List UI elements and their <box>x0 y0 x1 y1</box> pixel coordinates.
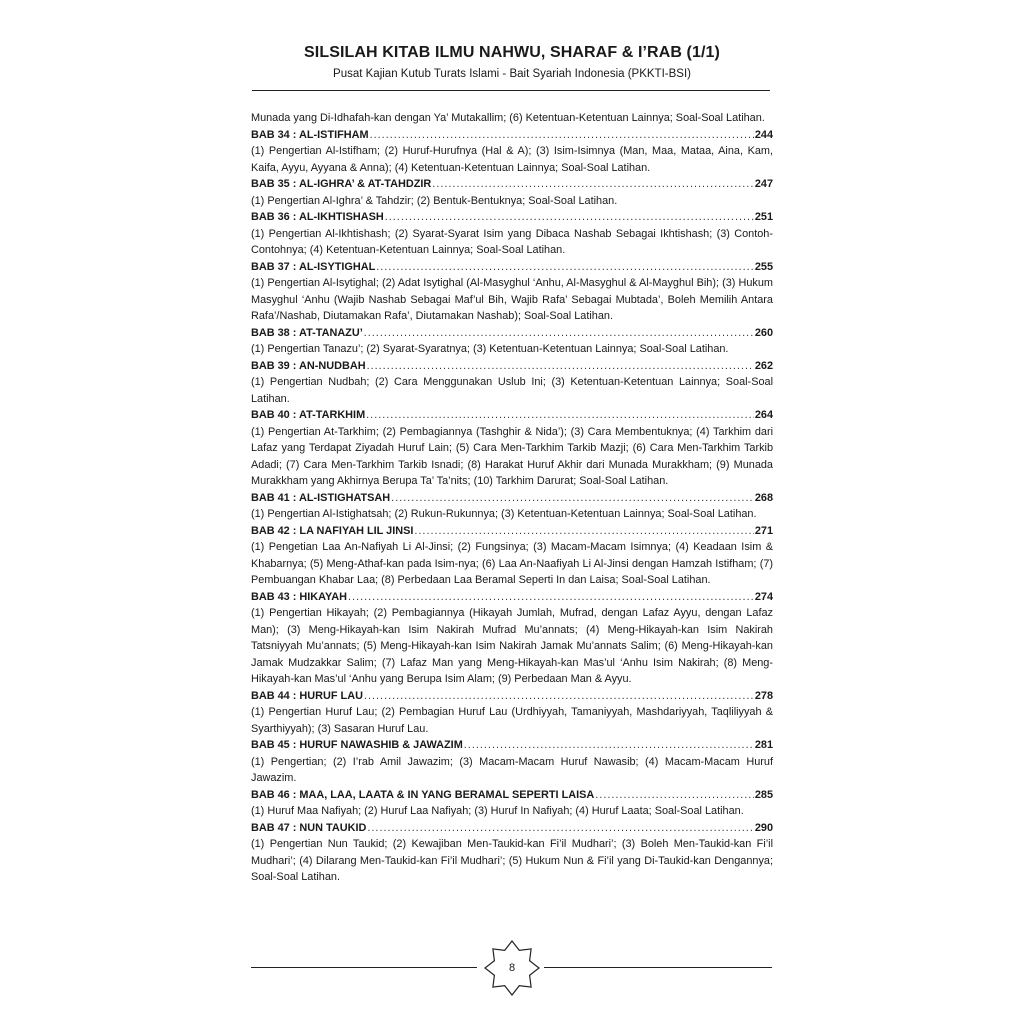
entry-label: BAB 34 : AL-ISTIFHAM <box>251 128 369 141</box>
toc-entry <box>251 127 773 177</box>
entry-label: BAB 38 : AT-TANAZU’ <box>251 326 363 339</box>
toc-entry <box>251 589 773 688</box>
entry-description: (1) Pengertian Al-Istifham; (2) Huruf-Hurufnya (Hal & A); (3) Isim-Isimnya (Man, Maa, Mataa, Aina, Kam, Kaifa, Ayyu, Ayyana & Anna); (4) Ketentuan-Ketentuan Lainnya; Soal-Soal Latihan. <box>251 145 773 174</box>
entry-page: 290 <box>754 821 773 834</box>
toc-entry <box>251 209 773 259</box>
entry-page: 260 <box>754 326 773 339</box>
toc-entry <box>251 787 773 820</box>
toc-entry <box>251 325 773 358</box>
toc-entry <box>251 820 773 886</box>
toc-entry <box>251 688 773 738</box>
header-title: SILSILAH KITAB ILMU NAHWU, SHARAF & I’RAB (1/1) <box>304 44 720 61</box>
page-number: 8 <box>508 962 516 974</box>
toc-entry <box>251 176 773 209</box>
entry-description: (1) Pengertian At-Tarkhim; (2) Pembagiannya (Tashghir & Nida’); (3) Cara Membentuknya; (4) Tarkhim dari Lafaz yang Terdapat Ziyadah Huruf Lain; (5) Cara Men-Tarkhim Tarkib Mazji; (6) Cara Men-Tarkhim Tarkib Adadi; (7) Cara Men-Tarkhim Tarkib Isnadi; (8) Harakat Huruf Akhir dari Munada Murakkham; (9) Munada Murakkham yang Akhirnya Berupa Ta’ Ta’nits; (10) Tarkhim Darurat; Soal-Soal Latihan. <box>251 425 773 487</box>
entry-description: (1) Pengertian Al-Ighra’ & Tahdzir; (2) Bentuk-Bentuknya; Soal-Soal Latihan. <box>251 194 618 207</box>
entry-description: (1) Pengertian Nudbah; (2) Cara Menggunakan Uslub Ini; (3) Ketentuan-Ketentuan Lainnya; Soal-Soal Latihan. <box>251 376 773 405</box>
entry-description: (1) Pengetian Laa An-Nafiyah Li Al-Jinsi; (2) Fungsinya; (3) Macam-Macam Isimnya; (4) Keadaan Isim & Khabarnya; (5) Meng-Athaf-kan pada Isim-nya; (6) Laa An-Naafiyah Li Al-Jinsi dengan Hamzah Istifham; (7) Pembuangan Khabar Laa; (8) Perbedaan Laa Beramal Seperti In dan Laisa; Soal-Soal Latihan. <box>251 541 773 586</box>
entry-page: 268 <box>754 491 773 504</box>
entry-label: BAB 40 : AT-TARKHIM <box>251 409 366 421</box>
entry-label: BAB 37 : AL-ISYTIGHAL <box>251 260 376 273</box>
entry-page: 255 <box>754 260 773 273</box>
entry-page: 251 <box>754 211 773 223</box>
entry-label: BAB 45 : HURUF NAWASHIB & JAWAZIM <box>251 739 463 751</box>
header-subtitle: Pusat Kajian Kutub Turats Islami - Bait Syariah Indonesia (PKKTI-BSI) <box>333 68 691 80</box>
toc-entry <box>251 490 773 523</box>
entry-label: BAB 43 : HIKAYAH <box>251 590 348 603</box>
toc-entry <box>251 523 773 589</box>
entry-label: BAB 35 : AL-IGHRA’ & AT-TAHDZIR <box>251 178 432 190</box>
entry-page: 285 <box>754 788 773 801</box>
entry-page: 278 <box>754 689 773 702</box>
entry-description: (1) Pengertian Al-Ikhtishash; (2) Syarat-Syarat Isim yang Dibaca Nashab Sebagai Ikhtishash; (3) Contoh-Contohnya; (4) Ketentuan-Ketentuan Lainnya; Soal-Soal Latihan. <box>251 227 773 256</box>
toc-entry <box>251 259 773 325</box>
footer-rule-left <box>251 967 477 968</box>
entry-description: (1) Pengertian; (2) I’rab Amil Jawazim; (3) Macam-Macam Huruf Nawasib; (4) Macam-Macam Huruf Jawazim. <box>251 755 773 784</box>
entry-label: BAB 44 : HURUF LAU <box>251 689 363 702</box>
entry-description: (1) Pengertian Hikayah; (2) Pembagiannya (Hikayah Jumlah, Mufrad, dengan Lafaz Ayyu, dengan Lafaz Man); (3) Meng-Hikayah-kan Isim Nakirah Mufrad Mu’annats; (4) Meng-Hikayah-kan Isim Nakirah Tatsniyyah Mu’annats; (5) Meng-Hikayah-kan Isim Nakirah Jamak Mu’annats Salim; (6) Meng-Hikayah-kan Jamak Mudzakkar Salim; (7) Lafaz Man yang Meng-Hikayah-kan Mas’ul ‘Anhu Isim Nakirah; (8) Meng-Hikayah-kan Mas’ul ‘Anhu yang Berupa Isim Alam; (9) Perbedaan Man & Ayyu. <box>251 607 773 685</box>
entry-label: BAB 39 : AN-NUDBAH <box>251 359 366 372</box>
header-rule <box>252 90 770 91</box>
entry-description: (1) Pengertian Al-Istighatsah; (2) Rukun-Rukunnya; (3) Ketentuan-Ketentuan Lainnya; Soal-Soal Latihan. <box>251 508 757 520</box>
entry-page: 271 <box>754 524 773 537</box>
toc-entry <box>251 737 773 787</box>
continuation-text: Munada yang Di-Idhafah-kan dengan Ya’ Mutakallim; (6) Ketentuan-Ketentuan Lainnya; Soal-Soal Latihan. <box>251 112 765 124</box>
entry-description: (1) Pengertian Nun Taukid; (2) Kewajiban Men-Taukid-kan Fi’il Mudhari’; (3) Boleh Men-Taukid-kan Fi’il Mudhari’; (4) Dilarang Men-Taukid-kan Fi’il Mudhari’; (5) Hukum Nun & Fi’il yang Di-Taukid-kan Dengannya; Soal-Soal Latihan. <box>251 838 773 883</box>
entry-description: (1) Pengertian Huruf Lau; (2) Pembagian Huruf Lau (Urdhiyyah, Tamaniyyah, Mashdariyyah, Taqliliyyah & Syarthiyyah); (3) Sasaran Huruf Lau. <box>251 706 773 735</box>
entry-label: BAB 42 : LA NAFIYAH LIL JINSI <box>251 524 414 537</box>
entry-description: (1) Pengertian Al-Isytighal; (2) Adat Isytighal (Al-Masyghul ‘Anhu, Al-Masyghul & Al-Mayghul Bih); (3) Hukum Masyghul ‘Anhu (Wajib Nashab Sebagai Maf’ul Bih, Wajib Rafa’ Sebagai Mubtada’, Boleh Memilih Antara Rafa’/Nashab, Diutamakan Rafa’, Diutamakan Nashab); Soal-Soal Latihan. <box>251 277 773 322</box>
toc-entry <box>251 407 773 490</box>
footer-rule-right <box>544 967 772 968</box>
entry-label: BAB 47 : NUN TAUKID <box>251 821 367 834</box>
entry-page: 247 <box>754 178 773 190</box>
entry-page: 281 <box>754 739 773 751</box>
entry-label: BAB 36 : AL-IKHTISHASH <box>251 211 384 223</box>
entry-label: BAB 46 : MAA, LAA, LAATA & IN YANG BERAMAL SEPERTI LAISA <box>251 788 595 801</box>
toc-entry <box>251 358 773 408</box>
table-of-contents <box>251 110 773 886</box>
entry-description: (1) Pengertian Tanazu’; (2) Syarat-Syaratnya; (3) Ketentuan-Ketentuan Lainnya; Soal-Soal Latihan. <box>251 343 729 355</box>
entry-page: 244 <box>754 128 773 141</box>
entry-page: 262 <box>754 359 773 372</box>
entry-description: (1) Huruf Maa Nafiyah; (2) Huruf Laa Nafiyah; (3) Huruf In Nafiyah; (4) Huruf Laata; Soal-Soal Latihan. <box>251 805 744 817</box>
entry-page: 264 <box>754 409 773 421</box>
entry-label: BAB 41 : AL-ISTIGHATSAH <box>251 491 391 504</box>
entry-page: 274 <box>754 590 773 603</box>
